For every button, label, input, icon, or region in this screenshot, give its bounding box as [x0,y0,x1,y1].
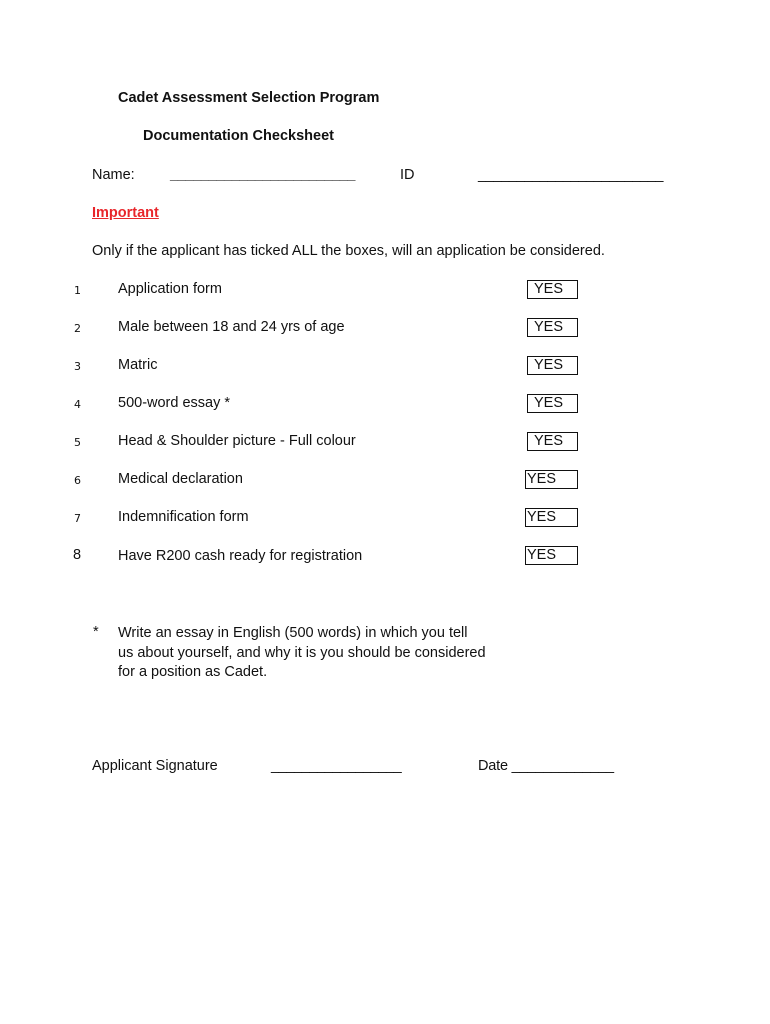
item-label: Application form [118,281,222,297]
yes-checkbox[interactable]: YES [525,546,578,565]
name-field-line[interactable]: ________________________ [170,167,356,183]
signature-line[interactable]: _________________ [271,758,402,774]
document-title: Documentation Checksheet [143,128,334,144]
item-number: 6 [74,474,81,487]
item-label: Indemnification form [118,509,249,525]
item-number: 8 [73,547,82,563]
footnote-marker: * [93,624,99,640]
item-number: 1 [74,284,81,297]
yes-checkbox[interactable]: YES [527,432,578,451]
item-label: Matric [118,357,158,373]
item-label: Male between 18 and 24 yrs of age [118,319,345,335]
signature-label: Applicant Signature [92,758,218,774]
date-field[interactable]: Date _____________ [478,758,614,774]
footnote-text: Write an essay in English (500 words) in which you tell us about yourself, and why it is you should be considered for a position as Cadet. [118,625,486,680]
item-number: 3 [74,360,81,373]
item-number: 4 [74,398,81,411]
important-heading: Important [92,205,159,221]
id-field-line[interactable]: ________________________ [478,167,664,183]
yes-checkbox[interactable]: YES [527,318,578,337]
yes-checkbox[interactable]: YES [527,394,578,413]
item-number: 2 [74,322,81,335]
program-title: Cadet Assessment Selection Program [118,90,380,106]
yes-checkbox[interactable]: YES [527,356,578,375]
item-number: 7 [74,512,81,525]
id-label: ID [400,167,415,183]
item-label: Head & Shoulder picture - Full colour [118,433,356,449]
name-label: Name: [92,167,135,183]
item-label: Have R200 cash ready for registration [118,548,363,564]
instruction-text: Only if the applicant has ticked ALL the boxes, will an application be considered. [92,243,605,259]
item-number: 5 [74,436,81,449]
yes-checkbox[interactable]: YES [525,508,578,527]
item-label: 500-word essay * [118,395,231,411]
item-label: Medical declaration [118,471,243,487]
yes-checkbox[interactable]: YES [525,470,578,489]
yes-checkbox[interactable]: YES [527,280,578,299]
